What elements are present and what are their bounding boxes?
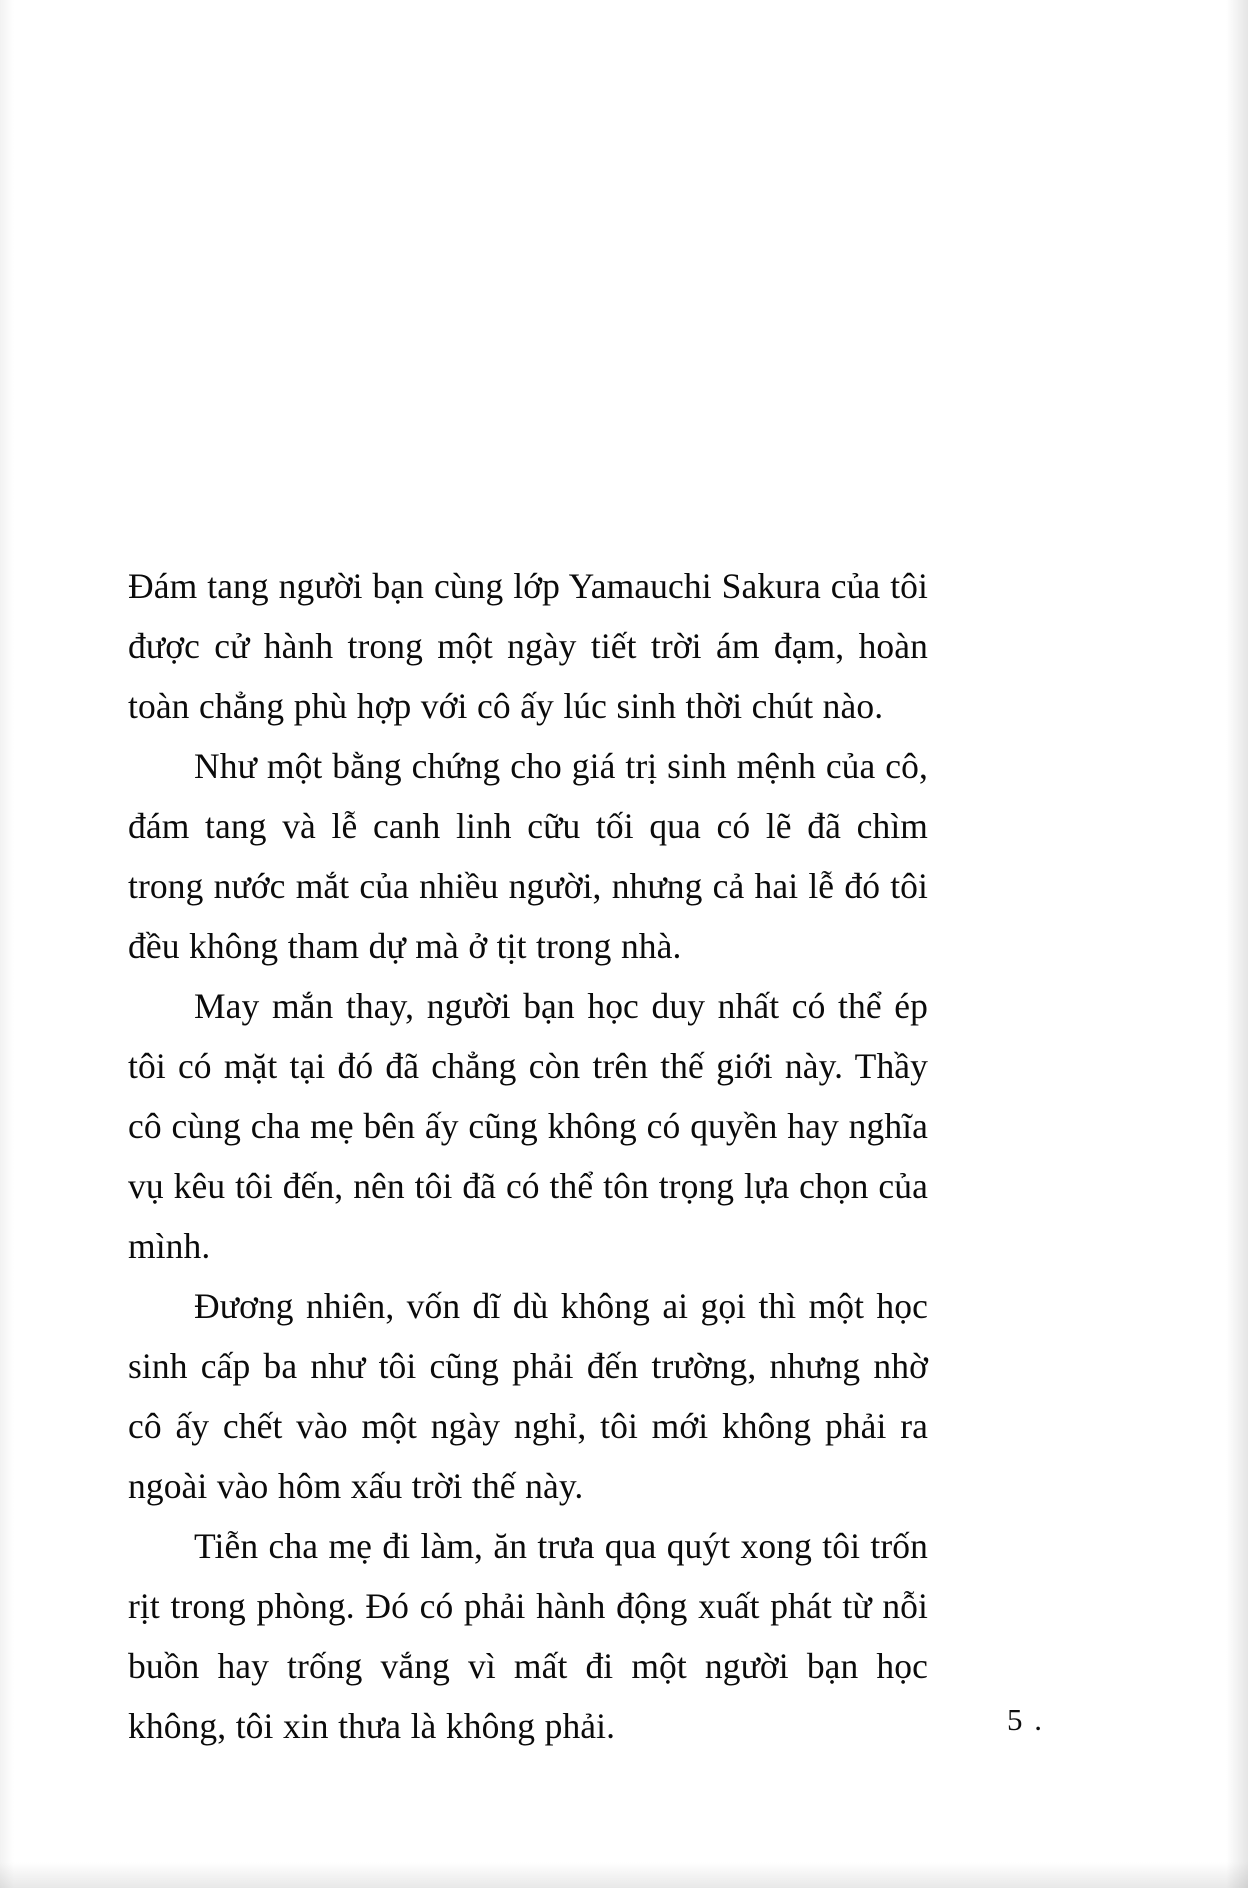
- scan-edge-left-shadow: [0, 0, 14, 1888]
- scan-edge-right-shadow: [1226, 0, 1248, 1888]
- paragraph-5: Tiễn cha mẹ đi làm, ăn trưa qua quýt xong tôi trốn rịt trong phòng. Đó có phải hành động xuất phát từ nỗi buồn hay trống vắng vì mất đi một người bạn học không, tôi xin thưa là không phải.: [128, 1526, 928, 1746]
- paragraph-2: Như một bằng chứng cho giá trị sinh mệnh của cô, đám tang và lễ canh linh cữu tối qua có lẽ đã chìm trong nước mắt của nhiều người, nhưng cả hai lễ đó tôi đều không tham dự mà ở tịt trong nhà.: [128, 746, 928, 966]
- paragraph-3: May mắn thay, người bạn học duy nhất có thể ép tôi có mặt tại đó đã chẳng còn trên thế giới này. Thầy cô cùng cha mẹ bên ấy cũng không có quyền hay nghĩa vụ kêu tôi đến, nên tôi đã có thể tôn trọng lựa chọn của mình.: [128, 986, 928, 1266]
- paragraph-1: Đám tang người bạn cùng lớp Yamauchi Sakura của tôi được cử hành trong một ngày tiết trời ám đạm, hoàn toàn chẳng phù hợp với cô ấy lúc sinh thời chút nào.: [128, 566, 928, 726]
- paragraph-4: Đương nhiên, vốn dĩ dù không ai gọi thì một học sinh cấp ba như tôi cũng phải đến trường, nhưng nhờ cô ấy chết vào một ngày nghỉ, tôi mới không phải ra ngoài vào hôm xấu trời thế này.: [128, 1286, 928, 1506]
- body-text-block: [128, 556, 928, 1756]
- page-number: 5 .: [1007, 1702, 1044, 1737]
- scan-edge-bottom-shadow: [0, 1862, 1248, 1888]
